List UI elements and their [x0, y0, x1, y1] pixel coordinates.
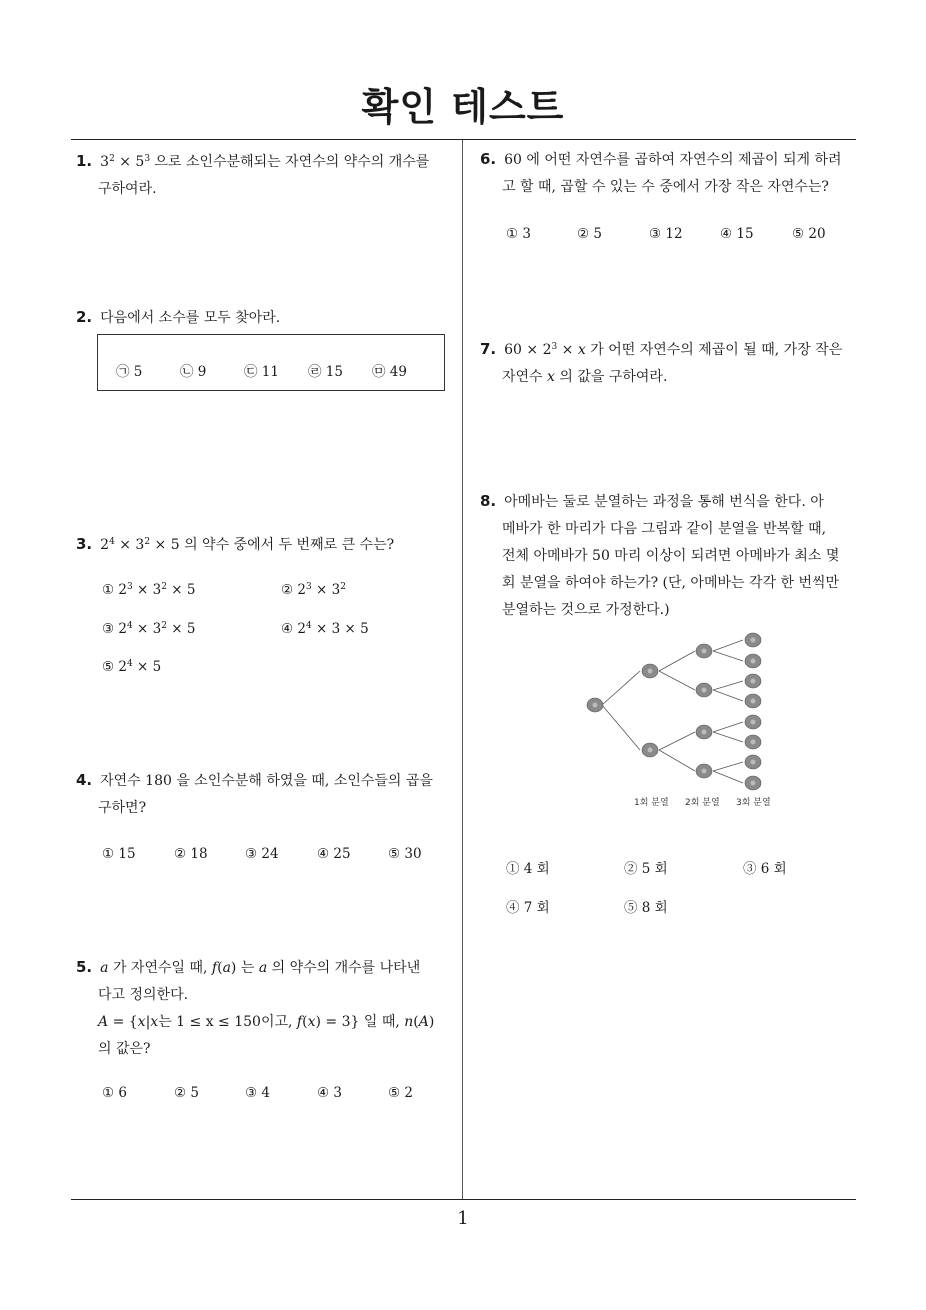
q6-text-line2: 고 할 때, 곱할 수 있는 수 중에서 가장 작은 자연수는?	[502, 179, 829, 195]
q7-text: 가 어떤 자연수의 제곱이 될 때, 가장 작은	[590, 342, 843, 358]
question-8	[480, 488, 865, 624]
top-rule	[71, 139, 856, 140]
bottom-rule	[71, 1199, 856, 1200]
q3-choice-1[interactable]: ① $2^3 \times 3^2 \times 5$	[102, 582, 196, 598]
q8-choice-4[interactable]: ④ 7 회	[506, 900, 550, 916]
q2-item: ㉢ 11	[244, 364, 279, 380]
q8-choice-2[interactable]: ② 5 회	[624, 861, 668, 877]
q7-expr: $60 \times 2^3 \times x$	[504, 342, 586, 358]
q6-choice-5[interactable]: ⑤ 20	[792, 226, 826, 242]
question-number: 5.	[76, 958, 93, 976]
question-number: 8.	[480, 492, 497, 510]
page-title: 확인 테스트	[361, 85, 565, 129]
q5-text: 가 자연수일 때,	[112, 960, 208, 976]
q8-text-line1: 아메바는 둘로 분열하는 과정을 통해 번식을 한다. 아	[504, 494, 824, 510]
question-6	[480, 146, 865, 201]
q6-choice-4[interactable]: ④ 15	[720, 226, 754, 242]
q2-item: ㉤ 49	[372, 364, 407, 380]
q4-text-line2: 구하면?	[98, 800, 147, 816]
q3-expr: $2^4 \times 3^2 \times 5$	[100, 537, 180, 553]
q1-text: 으로 소인수분해되는 자연수의 약수의 개수를	[154, 154, 430, 170]
question-7	[480, 334, 865, 391]
question-number: 1.	[76, 152, 93, 170]
q4-text: 자연수 180 을 소인수분해 하였을 때, 소인수들의 곱을	[100, 773, 433, 789]
q4-choice-2[interactable]: ② 18	[174, 846, 208, 862]
q4-choice-1[interactable]: ① 15	[102, 846, 136, 862]
q5-text-line4: 의 값은?	[98, 1041, 151, 1057]
q6-choice-1[interactable]: ① 3	[506, 226, 531, 242]
q3-text: 의 약수 중에서 두 번째로 큰 수는?	[184, 537, 395, 553]
question-2	[76, 304, 461, 332]
q7-text-post: 의 값을 구하여라.	[559, 369, 668, 385]
q5-text-line2: 다고 정의한다.	[98, 987, 189, 1003]
q8-choice-1[interactable]: ① 4 회	[506, 861, 550, 877]
q2-text: 다음에서 소수를 모두 찾아라.	[100, 310, 281, 326]
q6-text: 60 에 어떤 자연수를 곱하여 자연수의 제곱이 되게 하려	[504, 152, 842, 168]
q1-text-line2: 구하여라.	[98, 181, 157, 197]
q5-choice-5[interactable]: ⑤ 2	[388, 1085, 413, 1101]
question-5: 5. a 가 자연수일 때, f(a) 는 a 의 약수의 개수를 나타낸 다고 정의한다. A = {x|x는 1 ≤ x ≤ 150이고, f(x) = 3} 일 때, n(A) 의 값은?	[76, 954, 461, 1063]
column-divider	[462, 140, 463, 1200]
q5-set-text: 는 1 ≤ x ≤ 150이고,	[158, 1014, 293, 1030]
q8-choice-3[interactable]: ③ 6 회	[743, 861, 787, 877]
question-number: 3.	[76, 535, 93, 553]
tree-label-2: 2회 분열	[685, 798, 720, 808]
q5-text-end: 의 약수의 개수를 나타낸	[271, 960, 421, 976]
q3-choice-2[interactable]: ② $2^3 \times 3^2$	[281, 582, 346, 598]
q7-text-pre: 자연수	[502, 369, 543, 385]
q5-choice-1[interactable]: ① 6	[102, 1085, 127, 1101]
q4-choice-4[interactable]: ④ 25	[317, 846, 351, 862]
q7-text-line2: 자연수 x 의 값을 구하여라.	[502, 369, 668, 385]
question-3	[76, 529, 461, 559]
q6-choice-3[interactable]: ③ 12	[649, 226, 683, 242]
q5-choice-4[interactable]: ④ 3	[317, 1085, 342, 1101]
tree-label-3: 3회 분열	[736, 798, 771, 808]
tree-label-1: 1회 분열	[634, 798, 669, 808]
q5-set-end: 일 때,	[363, 1014, 400, 1030]
q5-choice-2[interactable]: ② 5	[174, 1085, 199, 1101]
q5-choice-3[interactable]: ③ 4	[245, 1085, 270, 1101]
q5-set-line: A = {x|x는 1 ≤ x ≤ 150이고, f(x) = 3} 일 때, n(A)	[98, 1014, 435, 1030]
q8-text-line5: 분열하는 것으로 가정한다.)	[502, 602, 670, 618]
page-number: 1	[457, 1208, 469, 1229]
q8-text-line4: 회 분열을 하여야 하는가? (단, 아메바는 각각 한 번씩만	[502, 575, 840, 591]
q8-text-line3: 전체 아메바가 50 마리 이상이 되려면 아메바가 최소 몇	[502, 548, 840, 564]
question-number: 2.	[76, 308, 93, 326]
question-number: 6.	[480, 150, 497, 168]
question-1	[76, 146, 461, 203]
q8-choice-5[interactable]: ⑤ 8 회	[624, 900, 668, 916]
q4-choice-3[interactable]: ③ 24	[245, 846, 279, 862]
q2-number-box	[97, 334, 445, 391]
question-number: 4.	[76, 771, 93, 789]
q4-choice-5[interactable]: ⑤ 30	[388, 846, 422, 862]
q1-expr: $3^2 \times 5^3$	[100, 154, 151, 170]
q3-choice-3[interactable]: ③ $2^4 \times 3^2 \times 5$	[102, 621, 196, 637]
q3-choice-5[interactable]: ⑤ $2^4 \times 5$	[102, 659, 162, 675]
q2-item: ㉡ 9	[180, 364, 207, 380]
q8-text-line2: 메바가 한 마리가 다음 그림과 같이 분열을 반복할 때,	[502, 521, 827, 537]
q3-choice-4[interactable]: ④ $2^4 \times 3 \times 5$	[281, 621, 369, 637]
question-number: 7.	[480, 340, 497, 358]
q6-choice-2[interactable]: ② 5	[577, 226, 602, 242]
q5-text-mid: 는	[240, 960, 255, 976]
q2-item: ㉣ 15	[308, 364, 343, 380]
amoeba-division-tree	[580, 628, 790, 813]
question-4	[76, 767, 461, 822]
q2-item: ㉠ 5	[116, 364, 143, 380]
